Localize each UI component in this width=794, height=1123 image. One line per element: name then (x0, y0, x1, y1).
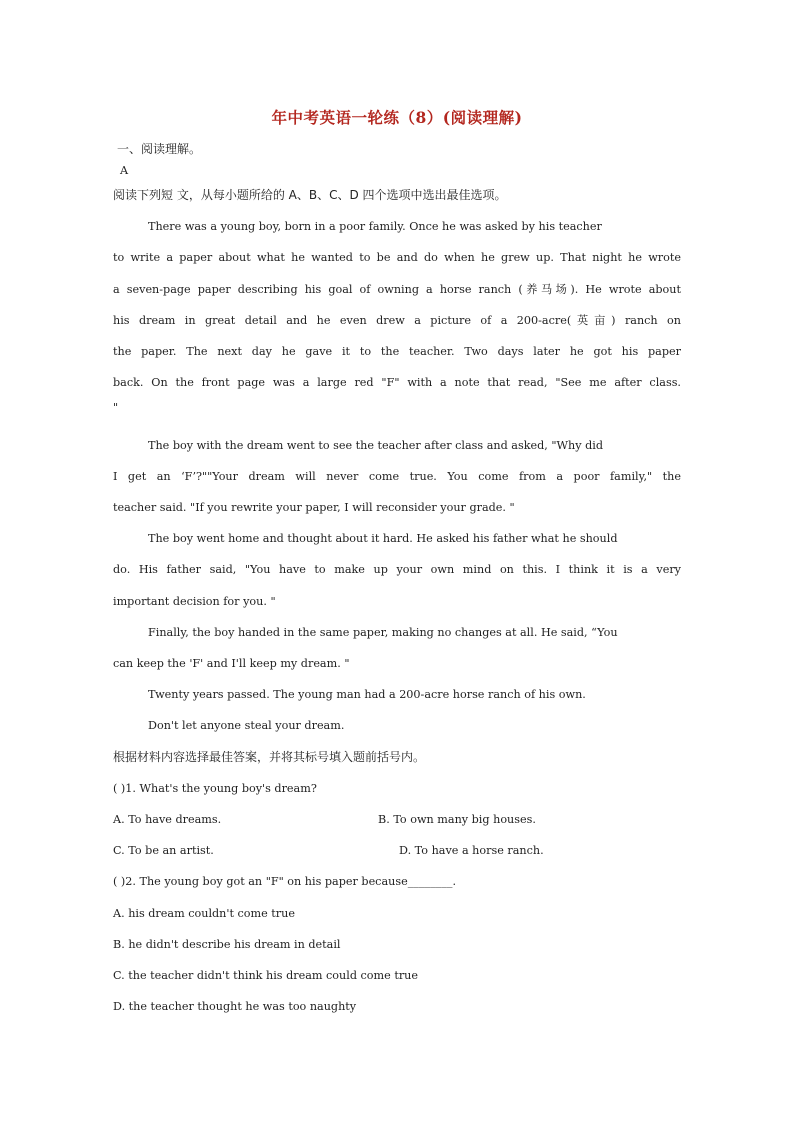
passage-line: " (113, 401, 119, 414)
question-2-option-c: C. the teacher didn't think his dream could come true (113, 969, 418, 982)
document-title: 年中考英语一轮练（8）(阅读理解) (271, 108, 523, 127)
question-1-option-b: B. To own many big houses. (378, 813, 536, 826)
question-1-option-d: D. To have a horse ranch. (399, 844, 544, 857)
question-2-option-a: A. his dream couldn't come true (113, 907, 295, 920)
question-1-option-a: A. To have dreams. (113, 813, 222, 826)
passage-line: do. His father said, "You have to make up your own mind on this. I think it is a very (113, 563, 681, 576)
question-2-stem: ( )2. The young boy got an "F" on his paper because________. (113, 875, 456, 888)
passage-line: The boy with the dream went to see the teacher after class and asked, "Why did (148, 439, 604, 452)
passage-line: teacher said. "If you rewrite your paper, I will reconsider your grade. " (113, 501, 515, 514)
passage-line: his dream in great detail and he even drew a picture of a 200-acre(英亩) ranch on (113, 314, 681, 327)
passage-line: The boy went home and thought about it hard. He asked his father what he should (148, 532, 618, 545)
passage-line: to write a paper about what he wanted to be and do when he grew up. That night he wrote (113, 251, 681, 264)
instruction-text: 阅读下列短 文，从每小题所给的 A、B、C、D 四个选项中选出最佳选项。 (113, 188, 507, 202)
question-2-option-d: D. the teacher thought he was too naughty (113, 1000, 357, 1013)
passage-line: the paper. The next day he gave it to the teacher. Two days later he got his paper (113, 345, 681, 358)
passage-line: There was a young boy, born in a poor family. Once he was asked by his teacher (148, 220, 602, 233)
passage-line: Don't let anyone steal your dream. (148, 719, 345, 732)
passage-line: Twenty years passed. The young man had a 200-acre horse ranch of his own. (148, 688, 586, 701)
question-2-option-b: B. he didn't describe his dream in detail (113, 938, 341, 951)
question-instruction: 根据材料内容选择最佳答案，并将其标号填入题前括号内。 (113, 750, 426, 764)
passage-line: back. On the front page was a large red "F" with a note that read, "See me after class. (113, 376, 681, 389)
question-1-option-c: C. To be an artist. (113, 844, 214, 857)
passage-label: A (120, 164, 129, 177)
section-heading: 一、阅读理解。 (117, 142, 202, 156)
question-1-stem: ( )1. What's the young boy's dream? (113, 782, 317, 795)
passage-line: I get an ‘F’?""Your dream will never come true. You come from a poor family," the (113, 470, 681, 483)
passage-line: Finally, the boy handed in the same paper, making no changes at all. He said, “You (148, 626, 618, 639)
passage-line: a seven-page paper describing his goal of owning a horse ranch (养马场). He wrote about (113, 283, 681, 296)
passage-line: important decision for you. " (113, 595, 276, 608)
passage-line: can keep the 'F' and I'll keep my dream. " (113, 657, 350, 670)
